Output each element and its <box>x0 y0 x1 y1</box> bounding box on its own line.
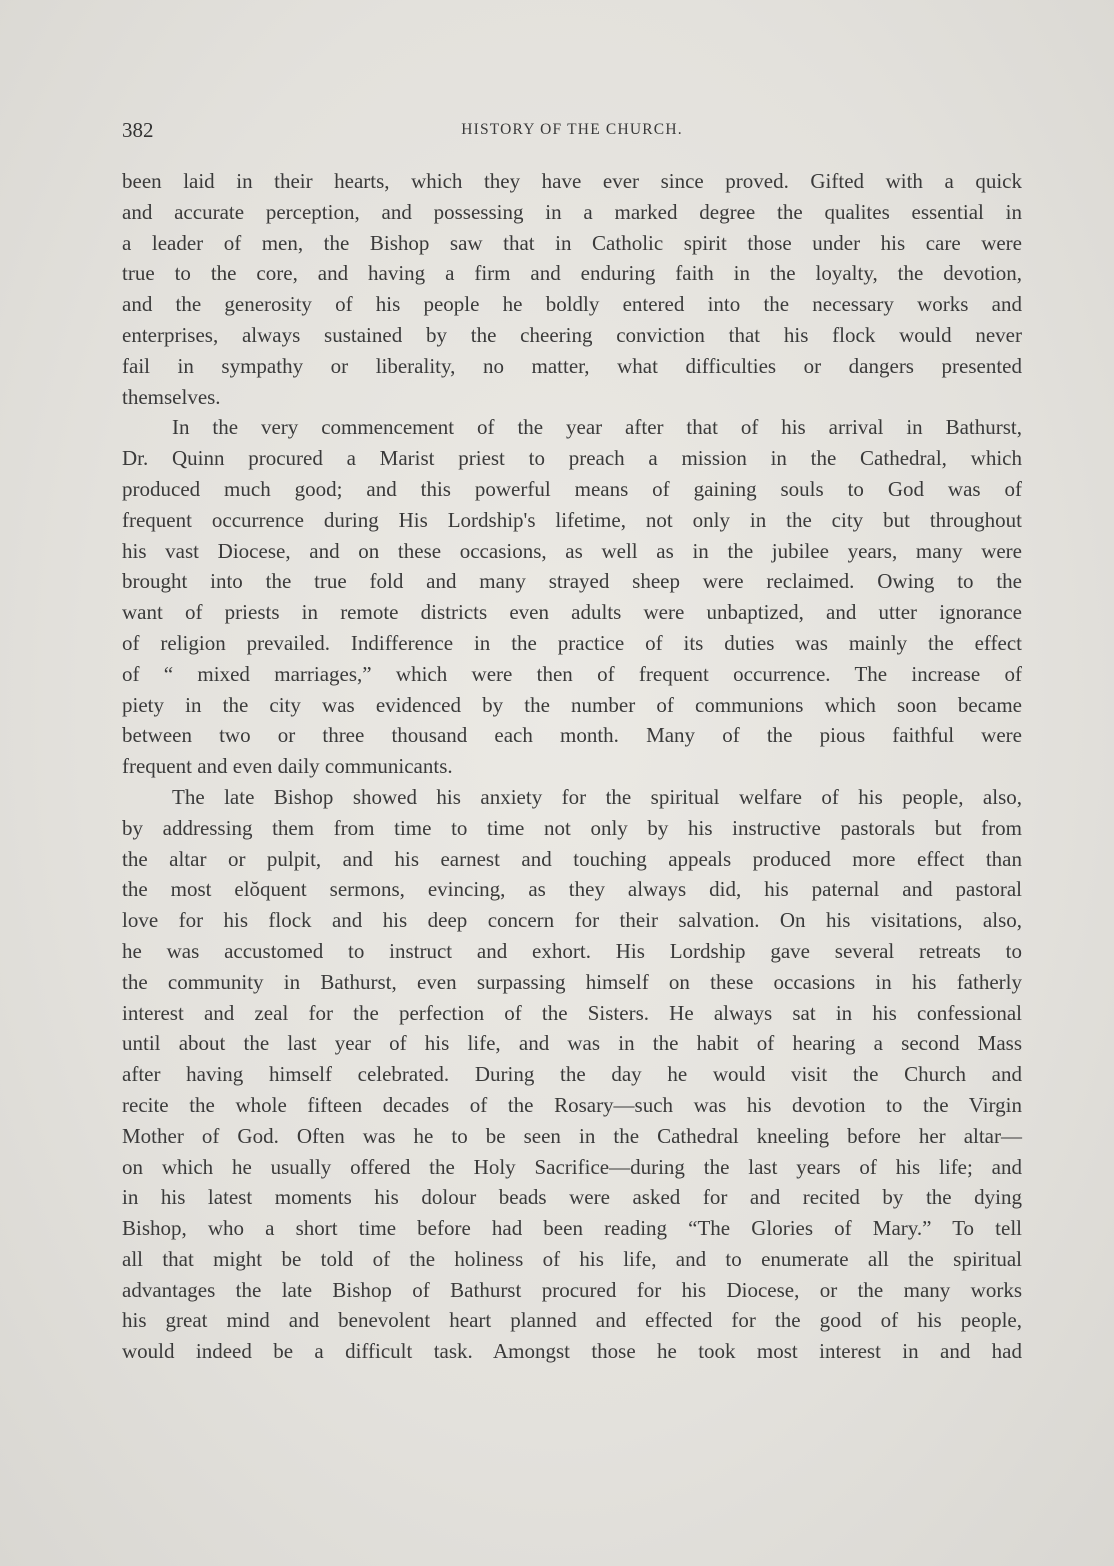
text-line: Dr. Quinn procured a Marist priest to preach a mission in the Cathedral, which <box>122 446 1022 471</box>
text-line: of religion prevailed. Indifference in the practice of its duties was mainly the effect <box>122 630 1022 655</box>
text-line: Bishop, who a short time before had been reading “The Glories of Mary.” To tell <box>122 1216 1022 1241</box>
text-line: interest and zeal for the perfection of the Sisters. He always sat in his confessional <box>122 1000 1022 1025</box>
text-line: advantages the late Bishop of Bathurst procured for his Diocese, or the many works <box>122 1277 1022 1302</box>
text-line: fail in sympathy or liberality, no matter, what difficulties or dangers presented <box>122 353 1022 378</box>
text-line: The late Bishop showed his anxiety for the spiritual welfare of his people, also, <box>172 784 1022 809</box>
text-line: all that might be told of the holiness of his life, and to enumerate all the spiritual <box>122 1246 1022 1271</box>
text-line: love for his flock and his deep concern for their salvation. On his visitations, also, <box>122 908 1022 933</box>
text-line: and the generosity of his people he boldly entered into the necessary works and <box>122 292 1022 317</box>
text-line: true to the core, and having a firm and enduring faith in the loyalty, the devotion, <box>122 261 1022 286</box>
text-line: recite the whole fifteen decades of the Rosary—such was his devotion to the Virgin <box>122 1092 1022 1117</box>
text-line: his great mind and benevolent heart planned and effected for the good of his people, <box>122 1308 1022 1333</box>
page-number: 382 <box>122 118 154 142</box>
text-line: produced much good; and this powerful means of gaining souls to God was of <box>122 476 1022 501</box>
text-line: themselves. <box>122 384 221 409</box>
text-line: brought into the true fold and many strayed sheep were reclaimed. Owing to the <box>122 569 1022 594</box>
paragraph-2 <box>122 412 1022 782</box>
text-line: In the very commencement of the year after that of his arrival in Bathurst, <box>172 415 1022 440</box>
text-line: by addressing them from time to time not only by his instructive pastorals but from <box>122 815 1022 840</box>
text-line: Mother of God. Often was he to be seen in the Cathedral kneeling before her altar— <box>122 1123 1022 1148</box>
text-line: on which he usually offered the Holy Sacrifice—during the last years of his life; and <box>122 1154 1022 1179</box>
text-line: and accurate perception, and possessing in a marked degree the qualites essential in <box>122 199 1022 224</box>
paragraph-1 <box>122 166 1022 412</box>
text-line: of “ mixed marriages,” which were then of frequent occurrence. The increase of <box>122 661 1022 686</box>
text-line: want of priests in remote districts even adults were unbaptized, and utter ignorance <box>122 600 1022 625</box>
text-line: been laid in their hearts, which they have ever since proved. Gifted with a quick <box>122 169 1022 193</box>
text-line: frequent and even daily communicants. <box>122 754 453 779</box>
text-line: the community in Bathurst, even surpassing himself on these occasions in his fatherly <box>122 969 1022 994</box>
text-line: the most elŏquent sermons, evincing, as they always did, his paternal and pastoral <box>122 877 1022 902</box>
text-line: piety in the city was evidenced by the number of communions which soon became <box>122 692 1022 717</box>
text-line: a leader of men, the Bishop saw that in Catholic spirit those under his care were <box>122 230 1022 255</box>
running-title: HISTORY OF THE CHURCH. <box>461 121 683 138</box>
text-line: frequent occurrence during His Lordship's lifetime, not only in the city but throughout <box>122 507 1022 532</box>
paragraph-3 <box>122 782 1022 1367</box>
text-line: after having himself celebrated. During the day he would visit the Church and <box>122 1062 1022 1087</box>
running-header <box>122 118 1022 146</box>
text-line: the altar or pulpit, and his earnest and touching appeals produced more effect than <box>122 846 1022 871</box>
text-line: in his latest moments his dolour beads were asked for and recited by the dying <box>122 1185 1022 1210</box>
text-line: until about the last year of his life, and was in the habit of hearing a second Mass <box>122 1031 1022 1056</box>
body-text <box>122 166 1022 1367</box>
text-line: enterprises, always sustained by the cheering conviction that his flock would never <box>122 322 1022 347</box>
text-line: his vast Diocese, and on these occasions, as well as in the jubilee years, many were <box>122 538 1022 563</box>
text-line: would indeed be a difficult task. Amongst those he took most interest in and had <box>122 1339 1022 1364</box>
text-line: he was accustomed to instruct and exhort. His Lordship gave several retreats to <box>122 938 1022 963</box>
text-line: between two or three thousand each month. Many of the pious faithful were <box>122 723 1022 748</box>
